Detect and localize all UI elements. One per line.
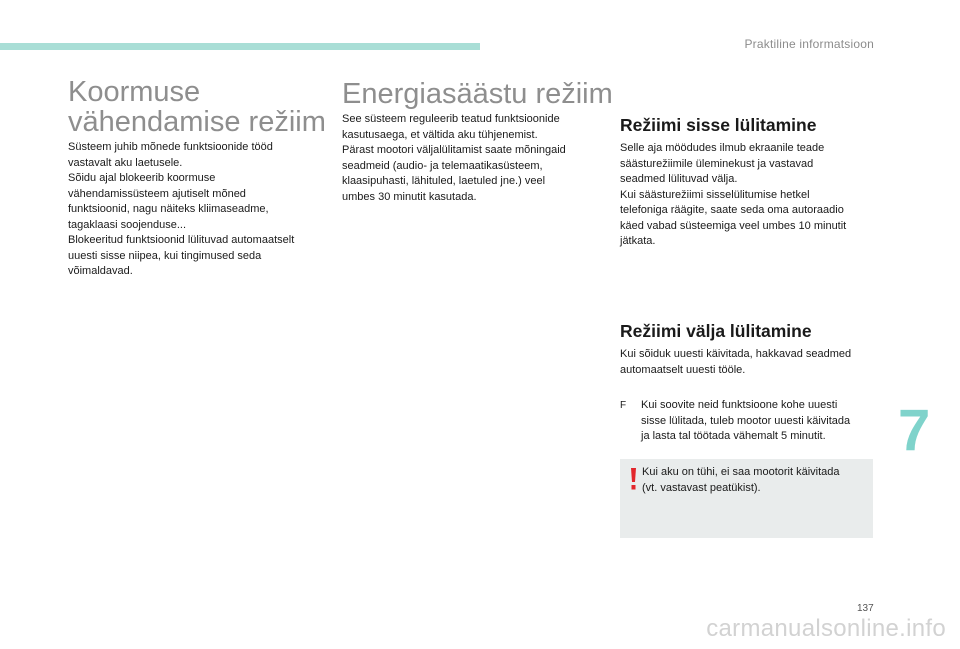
text-line: See süsteem reguleerib teatud funktsioonide: [342, 113, 560, 125]
text-line: Kui sõiduk uuesti käivitada, hakkavad seadmed: [620, 348, 852, 360]
chapter-number: 7: [898, 398, 931, 463]
text-line: umbes 30 minutit kasutada.: [342, 190, 477, 203]
text-line: kasutusaega, et vältida aku tühjenemist.: [342, 128, 538, 141]
bullet-marker-icon: F: [620, 400, 627, 411]
page-number: 137: [857, 603, 874, 614]
section-header: Praktiline informatsioon: [744, 37, 874, 51]
text-line: ja lasta tal töötada vähemalt 5 minutit.: [641, 430, 826, 442]
col1-title: [68, 77, 328, 137]
text-line: seadmed lülituvad välja.: [620, 173, 738, 185]
text-line: tagaklaasi soojenduse...: [68, 218, 187, 231]
watermark: carmanualsonline.info: [706, 615, 946, 642]
col2-title: Energiasäästu režiim: [342, 78, 613, 110]
text-line: vastavalt aku laetusele.: [68, 156, 183, 169]
text-line: käed vabad süsteemiga veel umbes 10 minutit: [620, 219, 847, 232]
text-line: säästurežiimile üleminekust ja vastavad: [620, 157, 814, 170]
text-line: klaasipuhasti, lähituled, laetuled jne.) veel: [342, 175, 546, 187]
text-line: Kui soovite neid funktsioone kohe uuesti: [641, 399, 838, 411]
col1-title-line: Koormuse: [68, 76, 201, 108]
text-line: telefoniga räägite, saate seda oma autoraadio: [620, 204, 844, 216]
text-line: sisse lülitada, tuleb mootor uuesti käivitada: [641, 414, 851, 427]
activation-paragraph: [620, 141, 880, 250]
text-line: uuesti sisse niipea, kui tingimused seda: [68, 249, 262, 262]
text-line: Blokeeritud funktsioonid lülituvad automaatselt: [68, 234, 295, 246]
text-line: Kui aku on tühi, ei saa mootorit käivitada: [642, 466, 840, 478]
activation-heading: Režiimi sisse lülitamine: [620, 115, 817, 135]
warning-box: [620, 459, 873, 538]
text-line: Süsteem juhib mõnede funktsioonide tööd: [68, 141, 273, 153]
exclamation-icon: [629, 467, 638, 491]
text-line: Kui säästurežiimi sisselülitumise hetkel: [620, 188, 810, 201]
text-line: seadmeid (audio- ja telemaatikasüsteem,: [342, 159, 543, 172]
text-line: automaatselt uuesti tööle.: [620, 363, 746, 376]
text-line: (vt. vastavast peatükist).: [642, 481, 761, 494]
text-line: Pärast mootori väljalülitamist saate mõningaid: [342, 144, 566, 156]
deactivation-heading: Režiimi välja lülitamine: [620, 321, 812, 341]
text-line: jätkata.: [620, 235, 656, 247]
deactivation-paragraph: [620, 347, 880, 378]
col1-paragraph: [68, 140, 330, 280]
header-accent-bar: [0, 43, 480, 50]
text-line: Selle aja möödudes ilmub ekraanile teade: [620, 142, 825, 154]
text-line: vähendamissüsteem ajutiselt mõned: [68, 187, 246, 200]
col1-title-line: vähendamise režiim: [68, 106, 326, 138]
text-line: funktsioonid, nagu näiteks kliimaseadme,: [68, 203, 269, 215]
text-line: võimaldavad.: [68, 265, 133, 277]
text-line: Sõidu ajal blokeerib koormuse: [68, 172, 216, 184]
instruction-bullet: [620, 398, 880, 445]
warning-text: [642, 465, 867, 496]
col2-paragraph: [342, 112, 602, 205]
